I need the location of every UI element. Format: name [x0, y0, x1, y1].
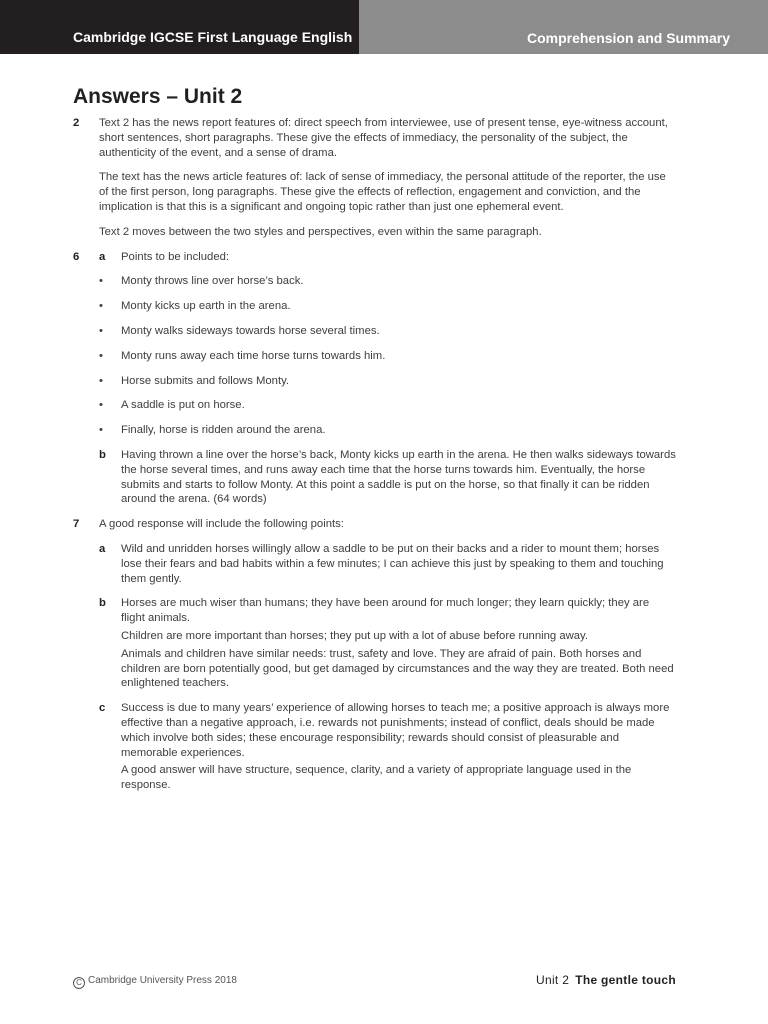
question-6-part-b [73, 448, 676, 507]
question-7-part-c [73, 701, 676, 793]
list-item [73, 423, 676, 438]
question-2 [73, 116, 676, 240]
bullet-icon: • [99, 300, 103, 313]
answers-content [73, 116, 676, 793]
list-item [73, 374, 676, 389]
answer-paragraph: The text has the news article features of: lack of sense of immediacy, the personal attitude of the reporter, the use of the first person, long paragraphs. These give the effects of reflection, engagement and conviction, and the implication is that this is a significant and ongoing topic rather than just one ephemeral event. [99, 171, 666, 213]
list-item-text: Monty runs away each time horse turns towards him. [121, 349, 386, 362]
copyright-icon: C [73, 977, 85, 989]
page-header [0, 0, 768, 54]
question-7-part-a [73, 542, 676, 586]
answer-paragraph: Success is due to many years’ experience of allowing horses to teach me; a positive approach is always more effective than a negative approach, i.e. rewards not punishments; instead of conflict, deals should be made which involve both sides; these encourage responsibility; rewards should consist of pleasurable and memorable experiences. [121, 702, 670, 759]
answer-paragraph: Children are more important than horses; they put up with a lot of abuse before running away. [121, 629, 588, 642]
list-item-text: Horse submits and follows Monty. [121, 374, 290, 387]
question-7-part-b [73, 596, 676, 691]
answer-paragraph: Wild and unridden horses willingly allow a saddle to be put on their backs and a rider to mount them; horses lose their fears and bad habits within a few minutes; I can achieve this just by speaking to them and touching them gently. [121, 542, 664, 585]
copyright-text: Cambridge University Press 2018 [88, 975, 237, 986]
list-item-text: Monty walks sideways towards horse several times. [121, 324, 380, 337]
answer-paragraph: Animals and children have similar needs: trust, safety and love. They are afraid of pain. Both horses and children are born potentially good, but get damaged by circumstances and the way they are treated. Both need enlightened teachers. [121, 647, 674, 690]
part-label: a [99, 250, 106, 263]
list-item [73, 349, 676, 364]
list-item-text: A saddle is put on horse. [121, 399, 245, 412]
answer-intro: Points to be included: [121, 250, 230, 263]
list-item [73, 299, 676, 314]
part-label: a [99, 542, 106, 555]
page-title: Answers – Unit 2 [73, 85, 243, 108]
answer-paragraph: Having thrown a line over the horse’s back, Monty kicks up earth in the arena. He then walks sideways towards the horse several times, and runs away each time that the horse turns towards him. Eventually, the horse submits and starts to follow Monty. At this point a saddle is put on the horse, so that finally it can be ridden around the arena. (64 words) [121, 448, 676, 506]
list-item [73, 274, 676, 289]
bullet-icon: • [99, 324, 103, 337]
list-item [73, 324, 676, 339]
part-label: c [99, 702, 106, 715]
answer-paragraph: Horses are much wiser than humans; they have been around for much longer; they learn quickly; they are flight animals. [121, 597, 650, 625]
section-title: Comprehension and Summary [526, 30, 730, 46]
question-number: 2 [73, 117, 80, 129]
list-item-text: Finally, horse is ridden around the arena. [121, 424, 326, 437]
unit-number: Unit 2 [536, 973, 570, 987]
answer-intro: A good response will include the following points: [99, 518, 344, 531]
bullet-icon: • [99, 424, 103, 437]
book-title: Cambridge IGCSE First Language English [73, 29, 353, 45]
bullet-icon: • [99, 374, 103, 387]
question-number: 6 [73, 250, 80, 263]
list-item [73, 398, 676, 413]
answer-paragraph: A good answer will have structure, sequence, clarity, and a variety of appropriate language used in the response. [121, 764, 632, 792]
footer-copyright [73, 975, 237, 989]
bullet-icon: • [99, 349, 103, 362]
list-item-text: Monty kicks up earth in the arena. [121, 300, 291, 313]
answer-paragraph: Text 2 moves between the two styles and perspectives, even within the same paragraph. [99, 225, 542, 238]
question-number: 7 [73, 518, 80, 531]
bullet-icon: • [99, 399, 103, 412]
unit-title: The gentle touch [575, 973, 676, 987]
question-6 [73, 250, 676, 265]
footer-unit [536, 973, 676, 987]
bullet-icon: • [99, 275, 103, 288]
header-book-title [0, 0, 359, 54]
answer-paragraph: Text 2 has the news report features of: direct speech from interviewee, use of present tense, eye-witness account, short sentences, short paragraphs. These give the effects of immediacy, the personality of the subject, the authenticity of the event, and a sense of drama. [99, 117, 668, 159]
header-section-title [359, 0, 768, 54]
question-7 [73, 517, 676, 532]
part-label: b [99, 597, 106, 610]
part-label: b [99, 448, 106, 461]
list-item-text: Monty throws line over horse’s back. [121, 275, 304, 288]
